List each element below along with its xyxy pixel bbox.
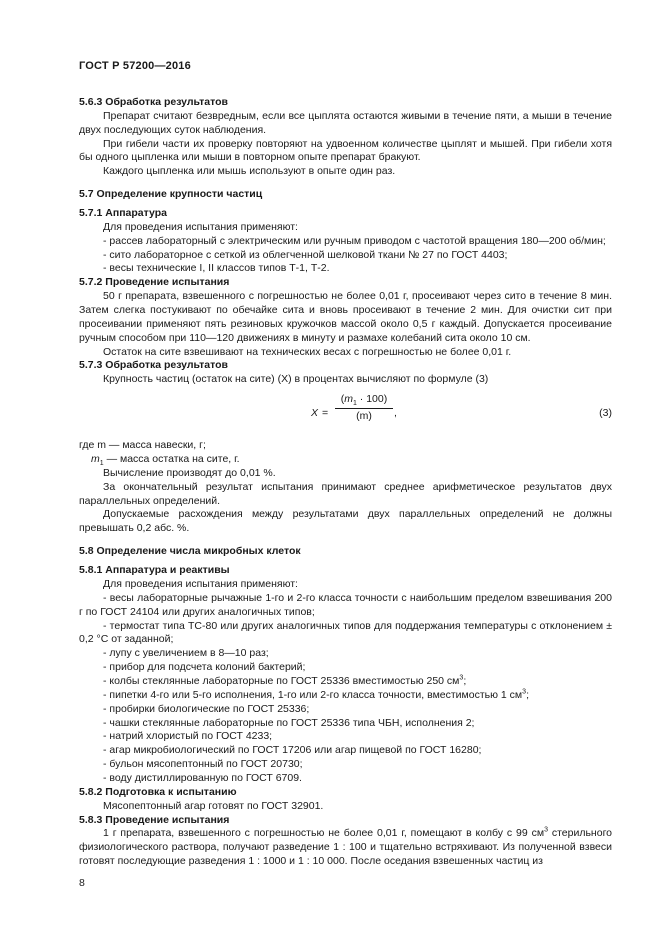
paragraph: Остаток на сите взвешивают на технических весах с погрешностью не более 0,01 г.: [103, 345, 512, 358]
formula-denominator: (m): [356, 410, 372, 423]
document-header: ГОСТ Р 57200—2016: [79, 60, 191, 72]
formula-fraction: [335, 393, 393, 424]
paragraph: Препарат считают безвредным, если все цыплята остаются живыми в течение пяти, а мыши в течение двух последующих суток наблюдения.: [79, 109, 612, 136]
section-5-7-title: 5.7 Определение крупности частиц: [79, 188, 263, 201]
paragraph: Каждого цыпленка или мышь используют в опыте один раз.: [103, 165, 396, 178]
section-5-6-3-title: 5.6.3 Обработка результатов: [79, 96, 228, 108]
section-5-7-2-title: 5.7.2 Проведение испытания: [79, 276, 230, 289]
section-5-7-3-title: 5.7.3 Обработка результатов: [79, 359, 228, 372]
list-item: - воду дистиллированную по ГОСТ 6709.: [103, 771, 302, 784]
paragraph: Для проведения испытания применяют:: [103, 577, 298, 590]
list-item: - натрий хлористый по ГОСТ 4233;: [103, 730, 273, 743]
list-item: - бульон мясопептонный по ГОСТ 20730;: [103, 758, 303, 771]
page-number: 8: [79, 877, 85, 889]
list-item: - лупу с увеличением в 8—10 раз;: [103, 647, 269, 660]
section-5-7-1-title: 5.7.1 Аппаратура: [79, 207, 167, 220]
list-item: - чашки стеклянные лабораторные по ГОСТ 25336 типа ЧБН, исполнения 2;: [103, 716, 475, 729]
section-5-8-title: 5.8 Определение числа микробных клеток: [79, 545, 301, 558]
formula-equals: =: [322, 407, 329, 420]
formula-where-2: $m_1$ — масса остатка на сите, г.: [91, 453, 240, 468]
section-5-8-3-title: 5.8.3 Проведение испытания: [79, 813, 230, 826]
paragraph: Для проведения испытания применяют:: [103, 220, 298, 233]
list-item: - рассев лабораторный с электрическим или ручным приводом с частотой вращения 180—200 об/мин;: [103, 234, 606, 247]
list-item: - весы технические I, II классов типов Т-1, Т-2.: [103, 262, 330, 275]
paragraph: 50 г препарата, взвешенного с погрешностью не более 0,01 г, просеивают через сито в течение 8 мин. Затем слегка постукивают по обечайке сита и вновь просеивают в течение 2 мин. Для очистки сит при просеивании применяют пять резиновых кружочков массой около 0,5 г каждый. Допускается просеивание ручным способом при 110—120 движениях в минуту и размахе колебаний сита около 10 см.: [79, 290, 612, 344]
formula-where-1: где m — масса навески, г;: [79, 439, 206, 452]
list-item: - агар микробиологический по ГОСТ 17206 или агар пищевой по ГОСТ 16280;: [103, 744, 482, 757]
list-item: - пробирки биологические по ГОСТ 25336;: [103, 702, 310, 715]
paragraph: 1 г препарата, взвешенного с погрешностью не более 0,01 г, помещают в колбу с 99 $см^3$ стерильного физиологического раствора, получают разведение 1 : 100 и тщательно встряхивают. Из полученной взвеси готовят последующие разведения 1 : 1000 и 1 : 10 000. После оседания взвешенных частиц из: [79, 826, 613, 868]
list-item: - пипетки 4-го или 5-го исполнения, 1-го или 2-го класса точности, вместимостью 1 $см^3$;: [103, 688, 529, 701]
paragraph: Крупность частиц (остаток на сите) (X) в процентах вычисляют по формуле (3): [103, 373, 489, 386]
fraction-bar: [335, 408, 393, 409]
paragraph: Вычисление производят до 0,01 %.: [103, 466, 276, 479]
paragraph: Мясопептонный агар готовят по ГОСТ 32901.: [103, 799, 324, 812]
section-5-8-1-title: 5.8.1 Аппаратура и реактивы: [79, 564, 230, 577]
paragraph: Допускаемые расхождения между результатами двух параллельных определений не должны превышать 0,2 абс. %.: [79, 508, 612, 535]
formula-number: (3): [599, 407, 612, 420]
list-item: - сито лабораторное с сеткой из облегченной шелковой ткани № 27 по ГОСТ 4403;: [103, 248, 508, 261]
list-item: - прибор для подсчета колоний бактерий;: [103, 661, 306, 674]
list-item: - весы лабораторные рычажные 1-го и 2-го класса точности с наибольшим пределом взвешивания 200 г по ГОСТ 24104 или других аналогичных типов;: [79, 591, 612, 618]
paragraph: При гибели части их проверку повторяют на удвоенном количестве цыплят и мышей. При гибели хотя бы одного цыпленка или мыши в повторном опыте препарат бракуют.: [79, 137, 612, 164]
formula-lhs: X: [311, 407, 319, 420]
formula-comma: ,: [394, 407, 397, 420]
section-5-8-2-title: 5.8.2 Подготовка к испытанию: [79, 785, 237, 798]
paragraph: За окончательный результат испытания принимают среднее арифметическое результатов двух параллельных определений.: [79, 480, 612, 507]
document-body: [79, 96, 612, 869]
formula-3: [79, 393, 612, 437]
list-item: - колбы стеклянные лабораторные по ГОСТ 25336 вместимостью 250 $см^3$;: [103, 674, 467, 687]
formula-numerator: $(m_1 \cdot 100)$: [340, 393, 388, 408]
list-item: - термостат типа ТС-80 или других аналогичных типов для поддержания температуры с отклонением ± 0,2 °С от заданной;: [79, 619, 612, 646]
